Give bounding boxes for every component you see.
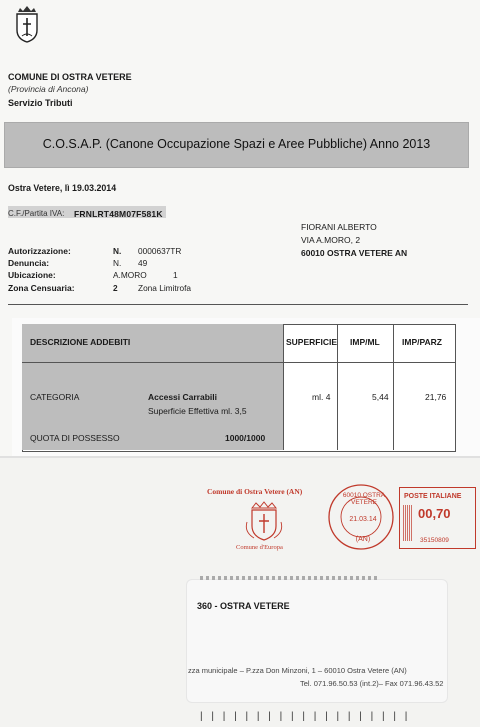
postmark-city: 60010 OSTRA VETERE xyxy=(342,492,386,506)
postage-code: 35150809 xyxy=(420,537,449,544)
ownership-value: 1000/1000 xyxy=(225,433,266,443)
authorization-prefix: N. xyxy=(113,246,122,256)
column-header-surface: SUPERFICIE xyxy=(286,337,338,347)
category-name: Accessi Carrabili xyxy=(148,392,217,402)
envelope-footer-phone: Tel. 071.96.50.53 (int.2)– Fax 071.96.43.52 xyxy=(300,679,444,688)
location-label: Ubicazione: xyxy=(8,270,56,280)
table-divider xyxy=(393,324,394,450)
table-divider xyxy=(283,324,284,450)
fiscal-code-value: FRNLRT48M07F581K xyxy=(74,209,163,219)
sender-stamp-subtitle: Comune d'Europa xyxy=(236,544,283,551)
document-title: C.O.S.A.P. (Canone Occupazione Spazi e Aree Pubbliche) Anno 2013 xyxy=(42,137,431,151)
document-title-banner xyxy=(4,122,469,168)
report-value: 49 xyxy=(138,258,148,268)
imp-ml-value: 5,44 xyxy=(372,392,389,402)
postage-meter-title: POSTE ITALIANE xyxy=(404,493,462,500)
column-header-imp-parz: IMP/PARZ xyxy=(402,337,442,347)
authorization-label: Autorizzazione: xyxy=(8,246,71,256)
imp-parz-value: 21,76 xyxy=(425,392,447,402)
authorization-value: 0000637TR xyxy=(138,246,182,256)
address-line-strip xyxy=(200,576,380,580)
postage-amount: 00,70 xyxy=(418,506,451,521)
sender-crest-icon xyxy=(244,500,284,542)
column-header-imp-ml: IMP/ML xyxy=(350,337,380,347)
postage-meter-pattern xyxy=(403,505,413,541)
category-detail: Superficie Effettiva ml. 3,5 xyxy=(148,406,247,416)
location-number: 1 xyxy=(173,270,178,280)
ownership-label: QUOTA DI POSSESSO xyxy=(30,433,120,443)
section-divider xyxy=(8,304,468,305)
window-address-text: 360 - OSTRA VETERE xyxy=(197,601,290,611)
report-prefix: N. xyxy=(113,258,122,268)
column-header-description: DESCRIZIONE ADDEBITI xyxy=(30,337,131,347)
recipient-street: VIA A.MORO, 2 xyxy=(301,235,361,245)
recipient-city: 60010 OSTRA VETERE AN xyxy=(301,248,408,258)
sender-stamp-title: Comune di Ostra Vetere (AN) xyxy=(207,487,303,496)
municipality-name: COMUNE DI OSTRA VETERE xyxy=(8,72,132,82)
zone-number: 2 xyxy=(113,283,118,293)
table-divider xyxy=(337,324,338,450)
category-label: CATEGORIA xyxy=(30,392,80,402)
barcode-ticks: | | | | | | | | | | | | | | | | | | | xyxy=(200,711,411,722)
envelope-footer-address: zza municipale – P.zza Don Minzoni, 1 – 60010 Ostra Vetere (AN) xyxy=(188,666,407,675)
postmark-date: 21.03.14 xyxy=(349,516,377,523)
date-line: Ostra Vetere, lì 19.03.2014 xyxy=(8,183,117,193)
municipal-crest-icon xyxy=(12,4,42,44)
table-header-divider xyxy=(22,362,455,363)
fiscal-code-label: C.F./Partita IVA: xyxy=(8,209,65,218)
service-name: Servizio Tributi xyxy=(8,98,73,108)
zone-label: Zona Censuaria: xyxy=(8,283,75,293)
postmark-province: (AN) xyxy=(355,536,371,543)
report-label: Denuncia: xyxy=(8,258,50,268)
province-name: (Provincia di Ancona) xyxy=(8,84,89,94)
recipient-name: FIORANI ALBERTO xyxy=(301,222,377,232)
location-street: A.MORO xyxy=(113,270,147,280)
surface-value: ml. 4 xyxy=(312,392,331,402)
zone-name: Zona Limitrofa xyxy=(138,283,192,293)
